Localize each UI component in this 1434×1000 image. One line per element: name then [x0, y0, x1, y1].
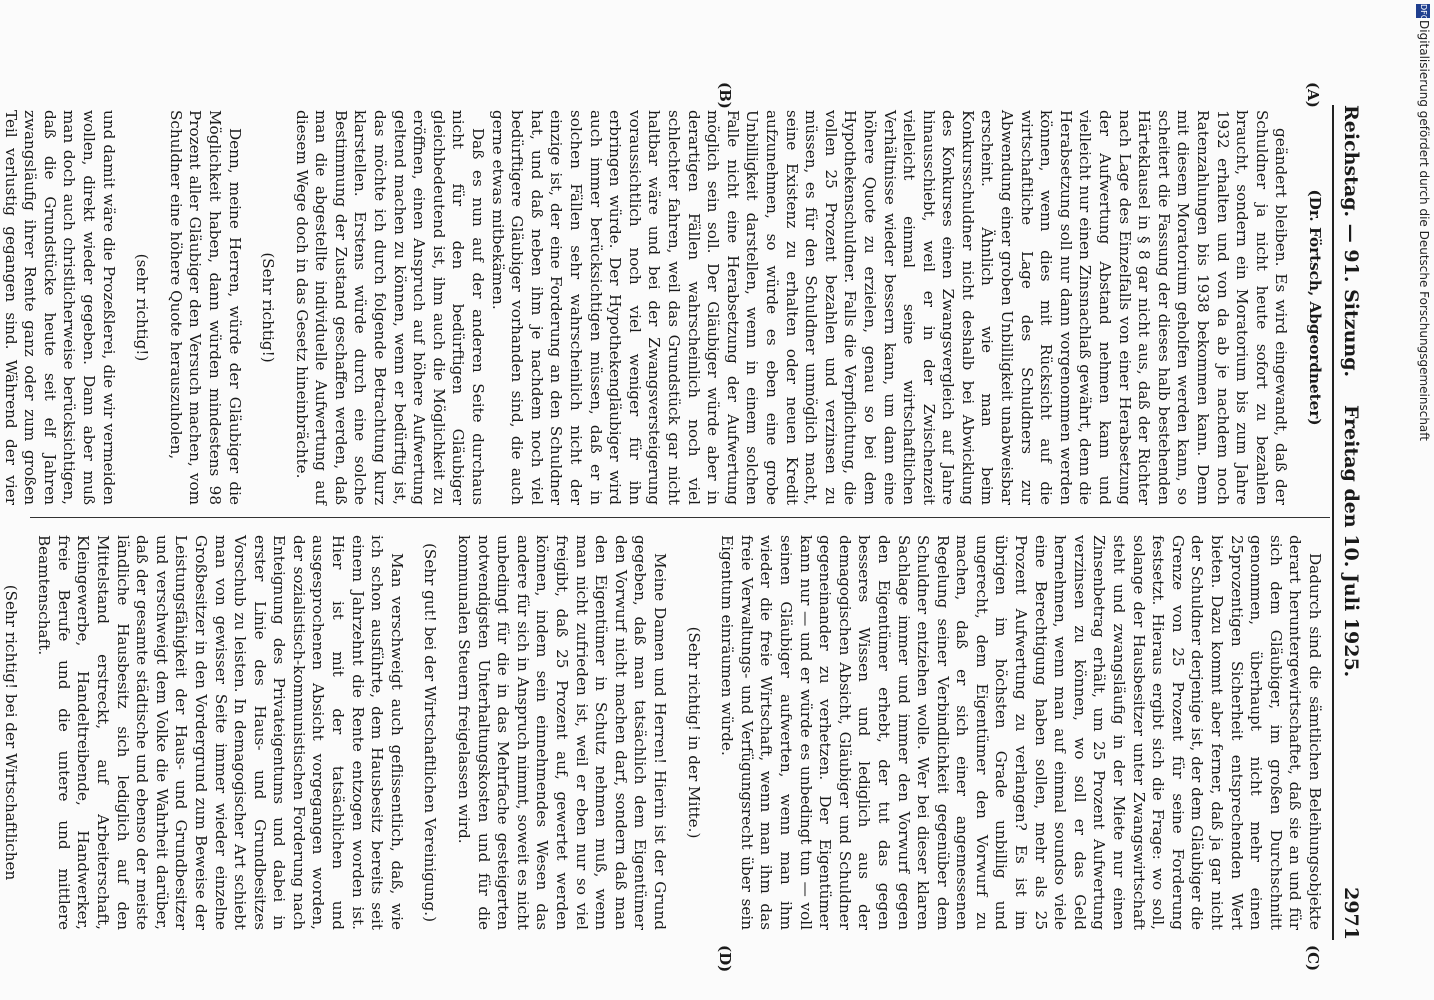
right-interjection-3: (Sehr richtig! bei der Wirtschaftlichen — [1, 584, 20, 881]
dfg-logo-icon: DFG — [1416, 4, 1430, 18]
right-paragraph-3: Man verschweigt auch geflissentlich, daß, wie ich schon ausführte, dem Hausbesitz bereits seit einem Jahrzehnt die Rente entzogen worden ist. Hier ist mit der tatsächlichen und ausgesprochenen Absicht vorgegangen worden, der sozialistisch-kommunistischen Forderung nach Enteignung des Privateigentums und dabei in erster Linie des Haus- und Grundbesitzes Vorschub zu leisten. In demagogischer Art schiebt man von gewisser Seite immer wieder einzelne Großbesitzer in den Vordergrund zum Beweise der Leistungsfähigkeit der Haus- und Grundbesitzer und verschweigt dem Volke die Wahrheit darüber, daß der gesamte städtische und ebenso der meiste ländliche Hausbesitz sich lediglich auf den Mittelstand erstreckt, auf Arbeiterschaft, Kleingewerbe, Handeltreibende, Handwerker, freie Berufe und die untere und mittlere Beamtenschaft. — [35, 535, 406, 930]
page-header — [1332, 105, 1366, 940]
right-text-column — [1, 535, 1324, 930]
right-paragraph-2: Meine Damen und Herren! Hierin ist der Grund gegeben, daß man tatsächlich dem Eigentümer den Vorwurf nicht machen darf, sondern daß man den Eigentümer in Schutz nehmen muß, wenn man nicht zufrieden ist, weil er eben nur so viel freigibt, daß 25 Prozent auf, gewertet werden können, indem sein einnehmendes Wesen das andere für sich in Anspruch nimmt, soweit es nicht unbedingt für die in das Mehrfache gesteigerten notwendigsten Unterhaltungskosten und für die kommunalen Steuern freigelassen wird. — [455, 535, 669, 930]
speaker-label: (Dr. Förtsch, Abgeordneter) — [1306, 189, 1324, 426]
margin-mark-a: (A) — [1304, 82, 1322, 108]
margin-mark-b: (B) — [716, 82, 734, 109]
column-divider — [30, 517, 1330, 518]
page-number: 2971 — [1340, 887, 1362, 940]
left-interjection-2: (sehr richtig!) — [133, 253, 152, 362]
left-paragraph-4: und damit wäre die Prozeßlerei, die wir vermeiden wollen, direkt wieder gegeben. Dann aber muß man doch auch christlicherweise berücksichtigen, daß die Grundstücke heute seit elf Jahren zwangsläufig ihrer Rente ganz oder zum großen Teil verlustig gegangen sind. Während der vier — [1, 110, 118, 505]
digitization-credit-text: Digitalisierung gefördert durch die Deutsche Forschungsgemeinschaft — [1417, 20, 1431, 442]
left-interjection-1: (Sehr richtig!) — [259, 252, 278, 363]
header-session: Reichstag. — 91. Sitzung. — [1340, 105, 1362, 378]
digitization-credit-strip — [1410, 0, 1434, 1000]
left-paragraph-1: geändert bleiben. Es wird eingewandt, daß der Schuldner ja nicht heute sofort zu bezahlen braucht, sondern ein Moratorium bis zum Jahre 1932 erhalten und von da ab je nachdem noch Ratenzahlungen bis 1938 bekommen kann. Denn mit diesem Moratorium geholfen werden kann, so scheitert die Fassung der dieses halb bestehenden Härteklausel in § 8 gar nicht aus, daß der Richter nach Lage des Einzelfalls von einer Herabsetzung der Aufwertung Abstand nehmen kann und vielleicht nur einen Zinsnachlaß gewährt, denn die Herabsetzung soll nur dann vorgenommen werden können, wenn dies mit Rücksicht auf die wirtschaftliche Lage des Schuldners zur Abwendung einer groben Unbilligkeit unabweisbar erscheint. Ähnlich wie man beim Konkursschuldner nicht deshalb bei Abwicklung des Konkurses einen Zwangsvergleich auf Jahre hinausschiebt, weil er in der Zwischenzeit vielleicht einmal seine wirtschaftlichen Verhältnisse wieder bessern kann, um dann eine höhere Quote zu erzielen, genau so bei dem Hypothekenschuldner. Falls die Verpflichtung, die vollen 25 Prozent bezahlen und verzinsen zu müssen, es für den Schuldner unmöglich macht, seine Existenz zu erhalten oder neuen Kredit aufzunehmen, so würde es eben eine grobe Unbilligkeit darstellen, wenn in einem solchen Falle nicht eine Herabsetzung der Aufwertung möglich sein soll. Der Gläubiger würde aber in derartigen Fällen wahrscheinlich noch viel schlechter fahren, weil das Grundstück gar nicht haltbar wäre und bei der Zwangsversteigerung voraussichtlich noch viel weniger für ihn erbringen würde. Der Hypothekengläubiger wird auch immer berücksichtigen müssen, daß er in solchen Fällen sehr wahrscheinlich nicht der einzige ist, der eine Forderung an den Schuldner hat, und daß neben ihm je nachdem noch viel bedürftigere Gläubiger vorhanden sind, die auch gerne etwas mitbekämen. — [488, 110, 1291, 505]
margin-mark-d: (D) — [716, 945, 734, 973]
right-paragraph-1: Dadurch sind die sämtlichen Beleihungsobjekte derart heruntergewirtschaftet, daß sie an und für sich dem Gläubiger, im großen Durchschnitt genommen, überhaupt nicht mehr einen 25prozentigen Sicherheit entsprechenden Wert bieten. Dazu kommt aber ferner, daß ja gar nicht der Schuldner derjenige ist, der dem Gläubiger die Grenze von 25 Prozent für seine Forderung festsetzt. Hieraus ergibt sich die Frage: wo soll, solange der Hausbesitzer unter Zwangswirtschaft steht und zwangsläufig in der Miete nur einen Zinsenbetrag erhält, um 25 Prozent Aufwertung verzinsen zu können, wo soll er das Geld hernehmen, wenn man auf einmal soundso viele eine Berechtigung haben sollen, mehr als 25 Prozent Aufwertung zu verlangen? Es ist im übrigen im höchsten Grade unbillig und ungerecht, dem Eigentümer den Vorwurf zu machen, daß er sich einer angemessenen Regelung seiner Verbindlichkeit gegenüber dem Schuldner entziehen wolle. Wer bei dieser klaren Sachlage immer und immer den Vorwurf gegen den Eigentümer erhebt, der tut das gegen besseres Wissen und lediglich aus der demagogischen Absicht, Gläubiger und Schuldner gegeneinander zu verhetzen. Der Eigentümer kann nur — und er würde es unbedingt tun — voll seinen Gläubiger aufwerten, wenn man ihm wieder die freie Wirtschaft, wenn man ihm das freie Verwaltungs- und Verfügungsrecht über sein Eigentum einräumen würde. — [718, 535, 1324, 930]
header-date: Freitag den 10. Juli 1925. — [1340, 405, 1362, 678]
left-text-column — [1, 110, 1324, 505]
left-paragraph-3: Denn, meine Herren, würde der Gläubiger die Möglichkeit haben, dann würden mindestens 98 Prozent aller Gläubiger den Versuch machen, vom Schuldner eine höhere Quote herauszuholen, — [166, 110, 244, 505]
right-interjection-1: (Sehr richtig! in der Mitte.) — [684, 626, 703, 839]
right-interjection-2: (Sehr gut! bei der Wirtschaftlichen Vereinigung.) — [421, 542, 440, 922]
left-paragraph-2: Daß es nun auf der anderen Seite durchaus nicht für den bedürftigen Gläubiger gleichbedeutend ist, ihm auch die Möglichkeit zu eröffnen, einen Anspruch auf höhere Aufwertung geltend machen zu können, wenn er bedürftig ist, das möchte ich durch folgende Betrachtung kurz klarstellen. Erstens würde durch eine solche Bestimmung der Zustand geschaffen werden, daß man die abgestellte individuelle Aufwertung auf diesem Wege doch in das Gesetz hineinbrächte. — [292, 110, 488, 505]
margin-mark-c: (C) — [1304, 945, 1322, 972]
